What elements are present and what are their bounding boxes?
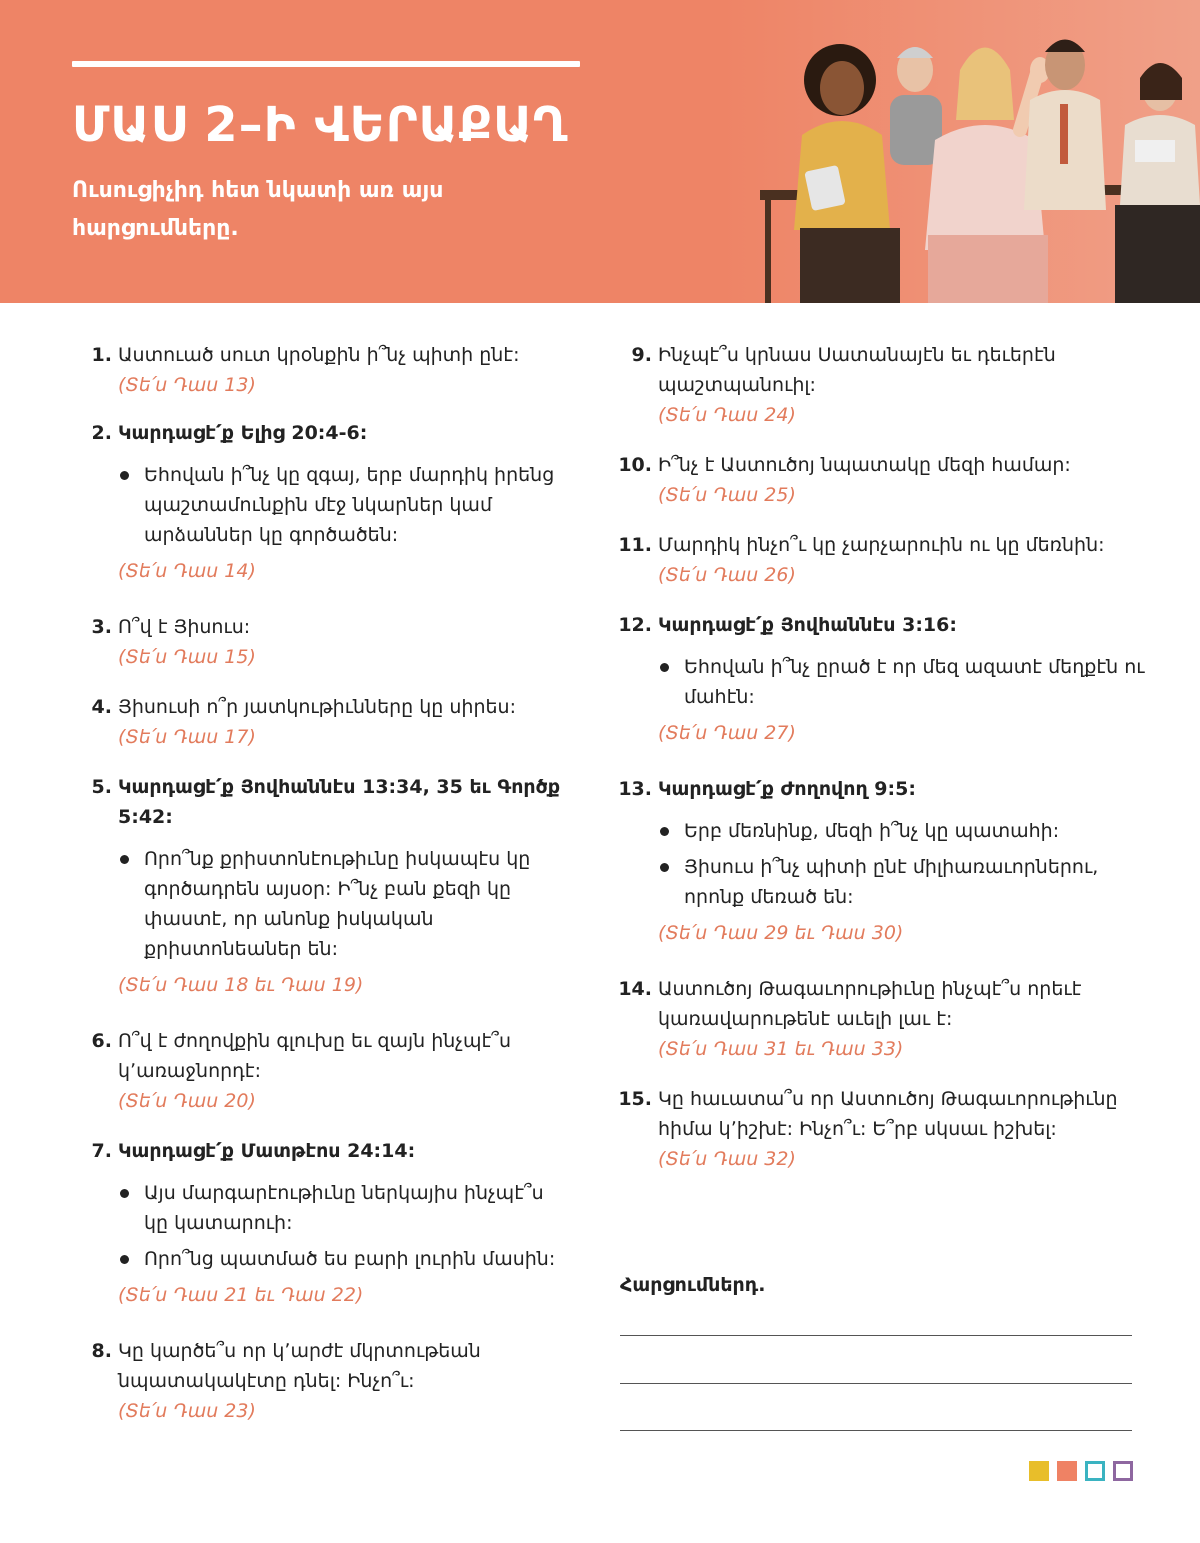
question-text: Կարդացէ՛ք Յովհաննէս 3:16: (658, 614, 957, 636)
lesson-reference: (Տե՛ս Դաս 26) (658, 564, 796, 586)
page-title: ՄԱՍ 2–Ի ՎԵՐԱՔԱՂ (72, 97, 569, 153)
lesson-reference: (Տե՛ս Դաս 14) (118, 560, 256, 582)
question-item (612, 974, 1152, 1064)
lesson-reference: (Տե՛ս Դաս 15) (118, 646, 256, 668)
lesson-reference: (Տե՛ս Դաս 29 եւ Դաս 30) (658, 922, 904, 944)
bullet-list (118, 844, 572, 964)
question-text: Կարդացէ՛ք Ելից 20:4-6: (118, 422, 368, 444)
question-item (612, 774, 1152, 948)
lesson-reference: (Տե՛ս Դաս 25) (658, 484, 796, 506)
question-item (72, 340, 572, 400)
purple-square-outline-icon (1113, 1461, 1133, 1481)
question-number: 13. (618, 778, 652, 800)
lesson-reference: (Տե՛ս Դաս 32) (658, 1148, 796, 1170)
bullet-list (658, 816, 1152, 912)
bullet-item: Որո՞նց պատմած ես բարի լուրին մասին: (118, 1244, 572, 1274)
bullet-list (118, 460, 572, 550)
question-number: 7. (91, 1140, 112, 1162)
question-item (72, 1136, 572, 1310)
header-rule (72, 61, 580, 67)
people-seated-illustration (720, 0, 1200, 303)
orange-square-icon (1057, 1461, 1077, 1481)
question-number: 11. (618, 534, 652, 556)
teal-square-outline-icon (1085, 1461, 1105, 1481)
bullet-item: Եհովան ի՞նչ կը զգայ, երբ մարդիկ իրենց պաշտամունքին մէջ նկարներ կամ արձաններ կը գործածեն: (118, 460, 572, 550)
bullet-item: Երբ մեռնինք, մեզի ի՞նչ կը պատահի: (658, 816, 1152, 846)
question-item (72, 612, 572, 672)
question-number: 12. (618, 614, 652, 636)
bullet-list (658, 652, 1152, 712)
notes-label: Հարցումներդ. (620, 1274, 766, 1296)
question-text: Ո՞վ է ժողովքին գլուխը եւ զայն ինչպէ՞ս կ՚առաջնորդէ: (118, 1030, 511, 1082)
question-item (612, 340, 1152, 430)
question-item (612, 450, 1152, 510)
question-item (612, 1084, 1152, 1174)
question-text: Կարդացէ՛ք Ժողովող 9:5: (658, 778, 916, 800)
question-text: Կարդացէ՛ք Յովհաննէս 13:34, 35 եւ Գործք 5:42: (118, 776, 561, 828)
question-text: Կարդացէ՛ք Մատթէոս 24:14: (118, 1140, 416, 1162)
bullet-item: Որո՞նք քրիստոնէութիւնը իսկապէս կը գործադրեն այսօր: Ի՞նչ բան քեզի կը փաստէ, որ անոնք իսկական քրիստոնեաներ են: (118, 844, 572, 964)
question-number: 15. (618, 1088, 652, 1110)
question-item (72, 1336, 572, 1426)
bullet-item: Յիսուս ի՞նչ պիտի ընէ միլիառաւորներու, որոնք մեռած են: (658, 852, 1152, 912)
yellow-square-icon (1029, 1461, 1049, 1481)
question-number: 14. (618, 978, 652, 1000)
question-number: 9. (631, 344, 652, 366)
bullet-item: Այս մարգարէութիւնը ներկայիս ինչպէ՞ս կը կատարուի: (118, 1178, 572, 1238)
question-item (612, 530, 1152, 590)
question-item (72, 418, 572, 586)
lesson-reference: (Տե՛ս Դաս 18 եւ Դաս 19) (118, 974, 364, 996)
question-item (72, 772, 572, 1000)
question-text: Մարդիկ ինչո՞ւ կը չարչարուին ու կը մեռնին: (658, 534, 1105, 556)
question-item (72, 692, 572, 752)
note-line[interactable] (620, 1383, 1132, 1384)
lesson-reference: (Տե՛ս Դաս 20) (118, 1090, 256, 1112)
lesson-reference: (Տե՛ս Դաս 23) (118, 1400, 256, 1422)
lesson-reference: (Տե՛ս Դաս 27) (658, 722, 796, 744)
question-text: Ո՞վ է Յիսուս: (118, 616, 251, 638)
question-number: 10. (618, 454, 652, 476)
lesson-reference: (Տե՛ս Դաս 21 եւ Դաս 22) (118, 1284, 364, 1306)
question-number: 6. (91, 1030, 112, 1052)
question-text: Յիսուսի ո՞ր յատկութիւնները կը սիրես: (118, 696, 516, 718)
question-number: 3. (91, 616, 112, 638)
bullet-list (118, 1178, 572, 1274)
question-number: 1. (91, 344, 112, 366)
question-number: 5. (91, 776, 112, 798)
question-text: Աստուած սուտ կրօնքին ի՞նչ պիտի ընէ: (118, 344, 520, 366)
questions-right-column (612, 340, 1152, 1174)
bullet-item: Եհովան ի՞նչ ըրած է որ մեզ ազատէ մեղքէն ու մահէն: (658, 652, 1152, 712)
lesson-reference: (Տե՛ս Դաս 24) (658, 404, 796, 426)
note-line[interactable] (620, 1430, 1132, 1431)
questions-left-column (72, 340, 572, 1426)
page-subtitle: Ուսուցիչիդ հետ նկատի առ այս հարցումները. (72, 178, 444, 241)
question-item (72, 1026, 572, 1116)
question-text: Աստուծոյ Թագաւորութիւնը ինչպէ՞ս որեւէ կառավարութենէ աւելի լաւ է: (658, 978, 1082, 1030)
question-text: Կը կարծե՞ս որ կ՚արժէ մկրտութեան նպատակակէտը դնել: Ինչո՞ւ: (118, 1340, 481, 1392)
question-number: 4. (91, 696, 112, 718)
lesson-reference: (Տե՛ս Դաս 17) (118, 726, 256, 748)
question-item (612, 610, 1152, 748)
question-number: 2. (91, 422, 112, 444)
question-text: Ինչպէ՞ս կրնաս Սատանայէն եւ դեւերէն պաշտպանուիլ: (658, 344, 1056, 396)
note-line[interactable] (620, 1335, 1132, 1336)
question-number: 8. (91, 1340, 112, 1362)
header-banner (0, 0, 1200, 303)
question-text: Ի՞նչ է Աստուծոյ նպատակը մեզի համար: (658, 454, 1071, 476)
lesson-reference: (Տե՛ս Դաս 13) (118, 374, 256, 396)
lesson-reference: (Տե՛ս Դաս 31 եւ Դաս 33) (658, 1038, 904, 1060)
question-text: Կը հաւատա՞ս որ Աստուծոյ Թագաւորութիւնը հիմա կ՚իշխէ: Ինչո՞ւ: Ե՞րբ սկսաւ իշխել: (658, 1088, 1118, 1140)
